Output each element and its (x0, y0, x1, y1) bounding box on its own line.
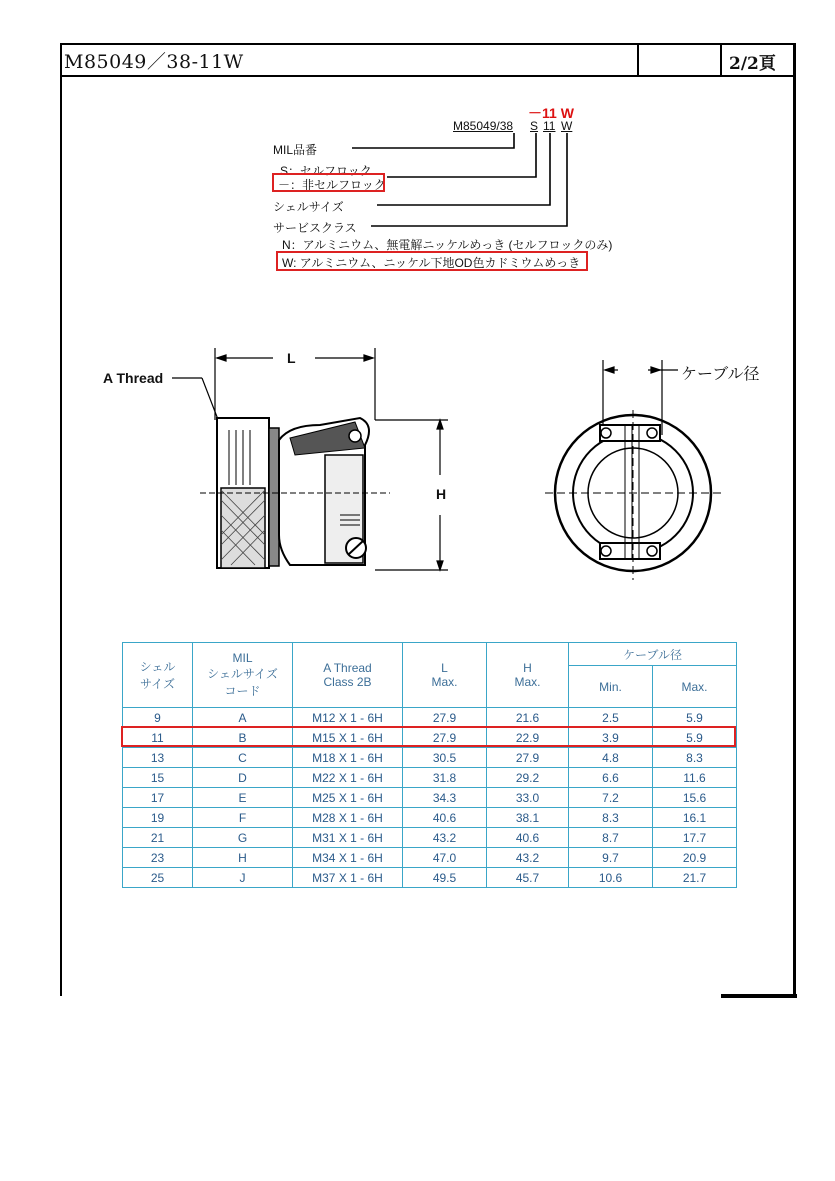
cell-cable-min: 4.8 (569, 748, 653, 768)
table-row (123, 708, 737, 728)
table-row (123, 748, 737, 768)
header-mil-code: MIL シェルサイズ コード (193, 643, 293, 708)
label-mil-no: MIL品番 (273, 143, 318, 157)
cell-mil-code: H (193, 848, 293, 868)
table-row (123, 808, 737, 828)
cell-cable-min: 2.5 (569, 708, 653, 728)
cell-shell-size: 13 (123, 748, 193, 768)
bottom-rule (721, 994, 797, 998)
cell-cable-min: 6.6 (569, 768, 653, 788)
cell-a-thread: M28 X 1 - 6H (293, 808, 403, 828)
cell-l-max: 27.9 (403, 728, 487, 748)
table-row (123, 768, 737, 788)
label-class-n: N：アルミニウム、無電解ニッケルめっき (セルフロックのみ) (282, 238, 613, 252)
cell-a-thread: M22 X 1 - 6H (293, 768, 403, 788)
header-max: Max. (653, 666, 737, 708)
cell-shell-size: 15 (123, 768, 193, 788)
highlight-box-w (276, 251, 588, 271)
cell-a-thread: M15 X 1 - 6H (293, 728, 403, 748)
cell-h-max: 33.0 (487, 788, 569, 808)
cell-mil-code: A (193, 708, 293, 728)
label-cable-diameter: ケーブル径 (681, 366, 760, 383)
document-title: M85049／38-11W (64, 51, 244, 73)
connector-end-view-drawing (540, 355, 740, 585)
cell-h-max: 38.1 (487, 808, 569, 828)
cell-h-max: 22.9 (487, 728, 569, 748)
cell-cable-max: 16.1 (653, 808, 737, 828)
cell-cable-max: 5.9 (653, 728, 737, 748)
cell-l-max: 27.9 (403, 708, 487, 728)
cell-l-max: 34.3 (403, 788, 487, 808)
cell-cable-min: 10.6 (569, 868, 653, 888)
cell-l-max: 31.8 (403, 768, 487, 788)
cell-a-thread: M37 X 1 - 6H (293, 868, 403, 888)
highlight-box-dash (272, 173, 385, 192)
label-non-self-lock: －：非セルフロック (278, 178, 386, 192)
table-row (123, 848, 737, 868)
cell-mil-code: C (193, 748, 293, 768)
cell-l-max: 30.5 (403, 748, 487, 768)
header-h-max: H Max. (487, 643, 569, 708)
cell-cable-min: 3.9 (569, 728, 653, 748)
cell-cable-max: 5.9 (653, 708, 737, 728)
cell-cable-max: 20.9 (653, 848, 737, 868)
cell-mil-code: J (193, 868, 293, 888)
cell-h-max: 21.6 (487, 708, 569, 728)
cell-mil-code: D (193, 768, 293, 788)
cell-mil-code: G (193, 828, 293, 848)
table-row (123, 828, 737, 848)
label-class-w: W: アルミニウム、ニッケル下地OD色カドミウムめっき (282, 256, 581, 270)
cell-a-thread: M18 X 1 - 6H (293, 748, 403, 768)
cell-a-thread: M34 X 1 - 6H (293, 848, 403, 868)
cell-mil-code: B (193, 728, 293, 748)
cell-l-max: 47.0 (403, 848, 487, 868)
cell-h-max: 43.2 (487, 848, 569, 868)
cell-shell-size: 9 (123, 708, 193, 728)
cell-h-max: 45.7 (487, 868, 569, 888)
cell-cable-max: 21.7 (653, 868, 737, 888)
spec-table (122, 642, 737, 888)
cell-l-max: 40.6 (403, 808, 487, 828)
cell-mil-code: F (193, 808, 293, 828)
header-cable-diameter: ケーブル径 (569, 643, 737, 666)
cell-l-max: 43.2 (403, 828, 487, 848)
cell-shell-size: 23 (123, 848, 193, 868)
header-l-max: L Max. (403, 643, 487, 708)
cell-shell-size: 11 (123, 728, 193, 748)
cell-h-max: 27.9 (487, 748, 569, 768)
header-a-thread: A Thread Class 2B (293, 643, 403, 708)
header-min: Min. (569, 666, 653, 708)
part-base: M85049/38 (453, 119, 514, 133)
cell-cable-min: 8.7 (569, 828, 653, 848)
page-number: 2/2頁 (729, 54, 776, 74)
header-shell-size: シェル サイズ (123, 643, 193, 708)
cell-shell-size: 19 (123, 808, 193, 828)
cell-shell-size: 17 (123, 788, 193, 808)
label-dimension-l: L (287, 350, 296, 366)
label-shell-size: シェルサイズ (273, 200, 344, 214)
cell-a-thread: M25 X 1 - 6H (293, 788, 403, 808)
part-s: S (530, 119, 539, 133)
highlight-row-box (121, 726, 736, 747)
cell-a-thread: M12 X 1 - 6H (293, 708, 403, 728)
cell-cable-max: 15.6 (653, 788, 737, 808)
cell-mil-code: E (193, 788, 293, 808)
cell-cable-max: 8.3 (653, 748, 737, 768)
part-suffix-red: －11 W (528, 105, 574, 121)
cell-h-max: 29.2 (487, 768, 569, 788)
cell-cable-min: 9.7 (569, 848, 653, 868)
cell-shell-size: 25 (123, 868, 193, 888)
part-class: W (561, 119, 573, 133)
cell-cable-max: 11.6 (653, 768, 737, 788)
label-service-class: サービスクラス (273, 221, 357, 235)
part-size: 11 (543, 119, 556, 133)
cell-h-max: 40.6 (487, 828, 569, 848)
cell-a-thread: M31 X 1 - 6H (293, 828, 403, 848)
cell-cable-max: 17.7 (653, 828, 737, 848)
table-row (123, 868, 737, 888)
table-row (123, 788, 737, 808)
cell-shell-size: 21 (123, 828, 193, 848)
cell-cable-min: 7.2 (569, 788, 653, 808)
label-self-lock: S：セルフロック (280, 164, 372, 178)
label-dimension-h: H (436, 486, 447, 502)
label-a-thread: A Thread (103, 370, 164, 386)
cell-l-max: 49.5 (403, 868, 487, 888)
cell-cable-min: 8.3 (569, 808, 653, 828)
